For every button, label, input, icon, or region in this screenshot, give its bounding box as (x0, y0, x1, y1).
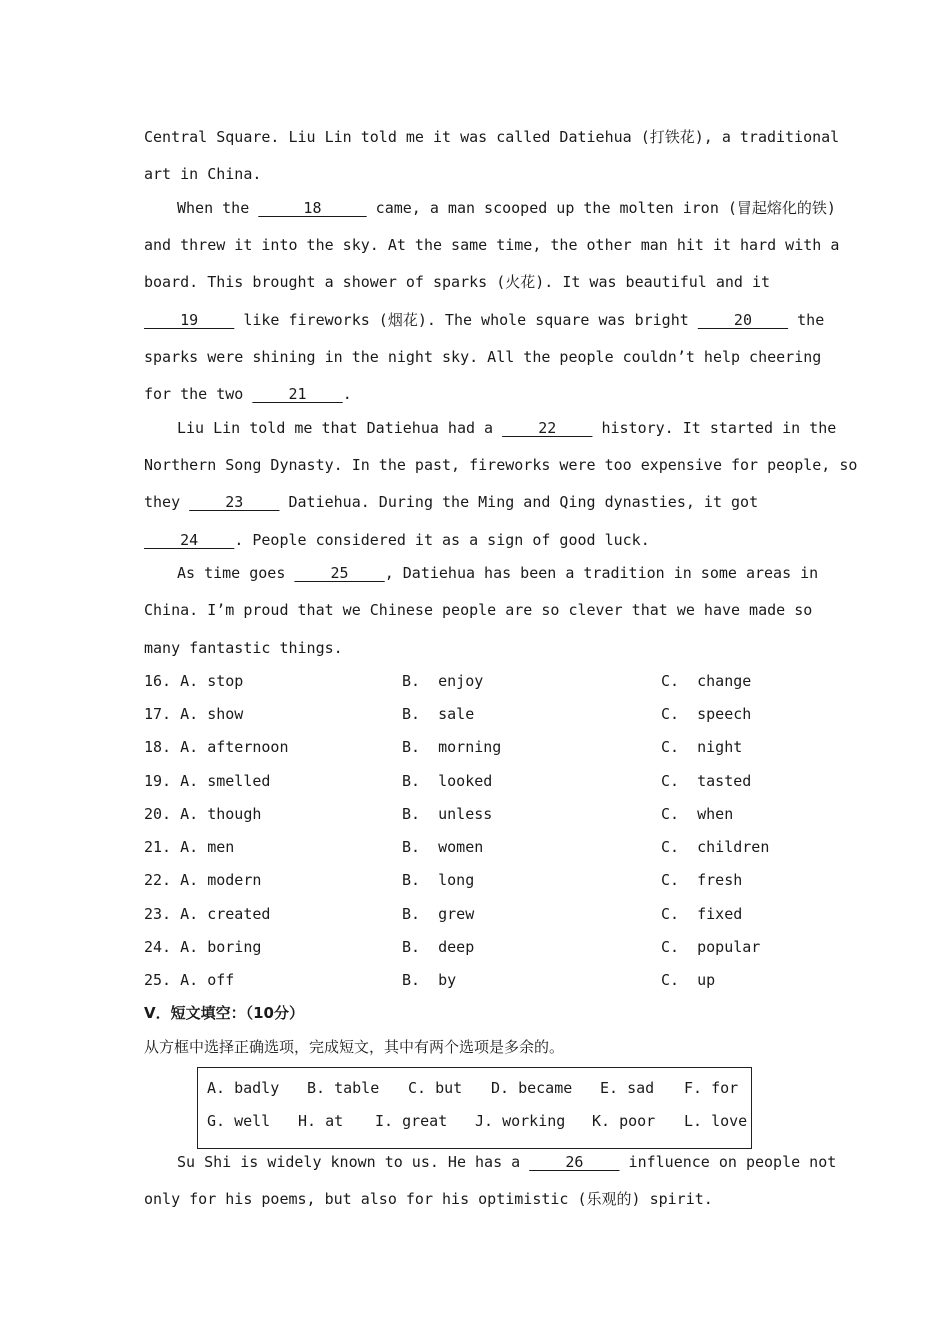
text: the (788, 311, 825, 329)
option-a (144, 837, 234, 857)
word-bank-item: C. but (408, 1079, 463, 1097)
question-number: 17. A. (144, 705, 199, 723)
option-a (144, 870, 261, 890)
section-heading: V．短文填空：（10分） (144, 1004, 304, 1022)
option-a-text: men (207, 838, 235, 856)
option-a-text: created (207, 905, 271, 923)
blank-23: 23 (189, 493, 280, 511)
passage-line: Northern Song Dynasty. In the past, fireworks were too expensive for people, so (144, 456, 858, 474)
question-number: 24. A. (144, 938, 199, 956)
option-a (144, 704, 243, 724)
passage-line (177, 418, 836, 438)
text: . (342, 385, 352, 403)
text: , Datiehua has been a tradition in some areas in (384, 564, 819, 582)
passage-line (177, 1152, 836, 1172)
option-a (144, 970, 234, 990)
text: Liu Lin told me that Datiehua had a (177, 419, 503, 437)
option-b: B. morning (402, 738, 502, 756)
passage-line (144, 384, 352, 404)
text: like fireworks (烟花). The whole square was bright (234, 311, 698, 329)
option-c: C. children (661, 838, 770, 856)
question-number: 20. A. (144, 805, 199, 823)
option-c: C. fresh (661, 871, 743, 889)
blank-21: 21 (252, 385, 343, 403)
option-b: B. sale (402, 705, 475, 723)
option-a-text: off (207, 971, 235, 989)
option-c: C. when (661, 805, 734, 823)
word-bank-item: D. became (491, 1079, 573, 1097)
text: came, a man scooped up the molten iron (冒起熔化的铁) (366, 199, 836, 217)
option-a-text: though (207, 805, 262, 823)
word-bank-item: A. badly (207, 1079, 280, 1097)
passage-line: Central Square. Liu Lin told me it was called Datiehua (打铁花), a traditional (144, 128, 840, 146)
blank-26: 26 (529, 1153, 620, 1171)
option-a-text: modern (207, 871, 262, 889)
text: As time goes (177, 564, 295, 582)
text: history. It started in the (592, 419, 837, 437)
question-number: 16. A. (144, 672, 199, 690)
option-b: B. looked (402, 772, 493, 790)
text: they (144, 493, 190, 511)
word-bank-item: E. sad (600, 1079, 655, 1097)
passage-line: China. I’m proud that we Chinese people are so clever that we have made so (144, 601, 813, 619)
passage-line (177, 563, 818, 583)
option-c: C. speech (661, 705, 752, 723)
option-a-text: boring (207, 938, 262, 956)
passage-line (144, 310, 824, 330)
option-c: C. night (661, 738, 743, 756)
question-number: 18. A. (144, 738, 199, 756)
word-bank-item: I. great (375, 1112, 448, 1130)
passage-line: many fantastic things. (144, 639, 343, 657)
option-a (144, 804, 261, 824)
passage-line: and threw it into the sky. At the same time, the other man hit it hard with a (144, 236, 840, 254)
option-b: B. grew (402, 905, 475, 923)
passage-line (144, 492, 758, 512)
word-bank-item: K. poor (592, 1112, 656, 1130)
option-a-text: afternoon (207, 738, 289, 756)
passage-line: sparks were shining in the night sky. All the people couldn’t help cheering (144, 348, 822, 366)
blank-24: 24 (144, 531, 235, 549)
option-a-text: stop (207, 672, 244, 690)
blank-20: 20 (697, 311, 789, 329)
passage-line (177, 198, 836, 218)
passage-line: board. This brought a shower of sparks (火花). It was beautiful and it (144, 273, 771, 291)
text: Su Shi is widely known to us. He has a (177, 1153, 530, 1171)
option-c: C. fixed (661, 905, 743, 923)
option-c: C. up (661, 971, 716, 989)
blank-22: 22 (502, 419, 593, 437)
option-b: B. women (402, 838, 484, 856)
word-bank-item: H. at (298, 1112, 344, 1130)
passage-line (144, 530, 650, 550)
blank-25: 25 (294, 564, 385, 582)
section-instruction: 从方框中选择正确选项，完成短文，其中有两个选项是多余的。 (144, 1038, 565, 1056)
option-b: B. enjoy (402, 672, 484, 690)
passage-line: only for his poems, but also for his optimistic (乐观的) spirit. (144, 1190, 713, 1208)
text: . People considered it as a sign of good luck. (234, 531, 650, 549)
word-bank-item: F. for (684, 1079, 739, 1097)
question-number: 23. A. (144, 905, 199, 923)
option-a-text: smelled (207, 772, 271, 790)
option-b: B. by (402, 971, 457, 989)
question-number: 21. A. (144, 838, 199, 856)
word-bank-item: J. working (475, 1112, 566, 1130)
word-bank-box (197, 1067, 752, 1149)
option-c: C. change (661, 672, 752, 690)
word-bank-item: B. table (307, 1079, 380, 1097)
option-b: B. deep (402, 938, 475, 956)
option-a (144, 737, 289, 757)
option-b: B. long (402, 871, 475, 889)
option-a (144, 671, 243, 691)
option-a (144, 937, 261, 957)
option-a (144, 904, 270, 924)
word-bank-item: L. love (684, 1112, 748, 1130)
option-c: C. popular (661, 938, 761, 956)
option-b: B. unless (402, 805, 493, 823)
question-number: 19. A. (144, 772, 199, 790)
blank-18: 18 (258, 199, 367, 217)
passage-line: art in China. (144, 165, 262, 183)
option-a (144, 771, 270, 791)
question-number: 25. A. (144, 971, 199, 989)
text: When the (177, 199, 259, 217)
blank-19: 19 (144, 311, 235, 329)
text: for the two (144, 385, 253, 403)
option-a-text: show (207, 705, 244, 723)
text: Datiehua. During the Ming and Qing dynasties, it got (279, 493, 759, 511)
text: influence on people not (619, 1153, 837, 1171)
word-bank-item: G. well (207, 1112, 271, 1130)
question-number: 22. A. (144, 871, 199, 889)
option-c: C. tasted (661, 772, 752, 790)
